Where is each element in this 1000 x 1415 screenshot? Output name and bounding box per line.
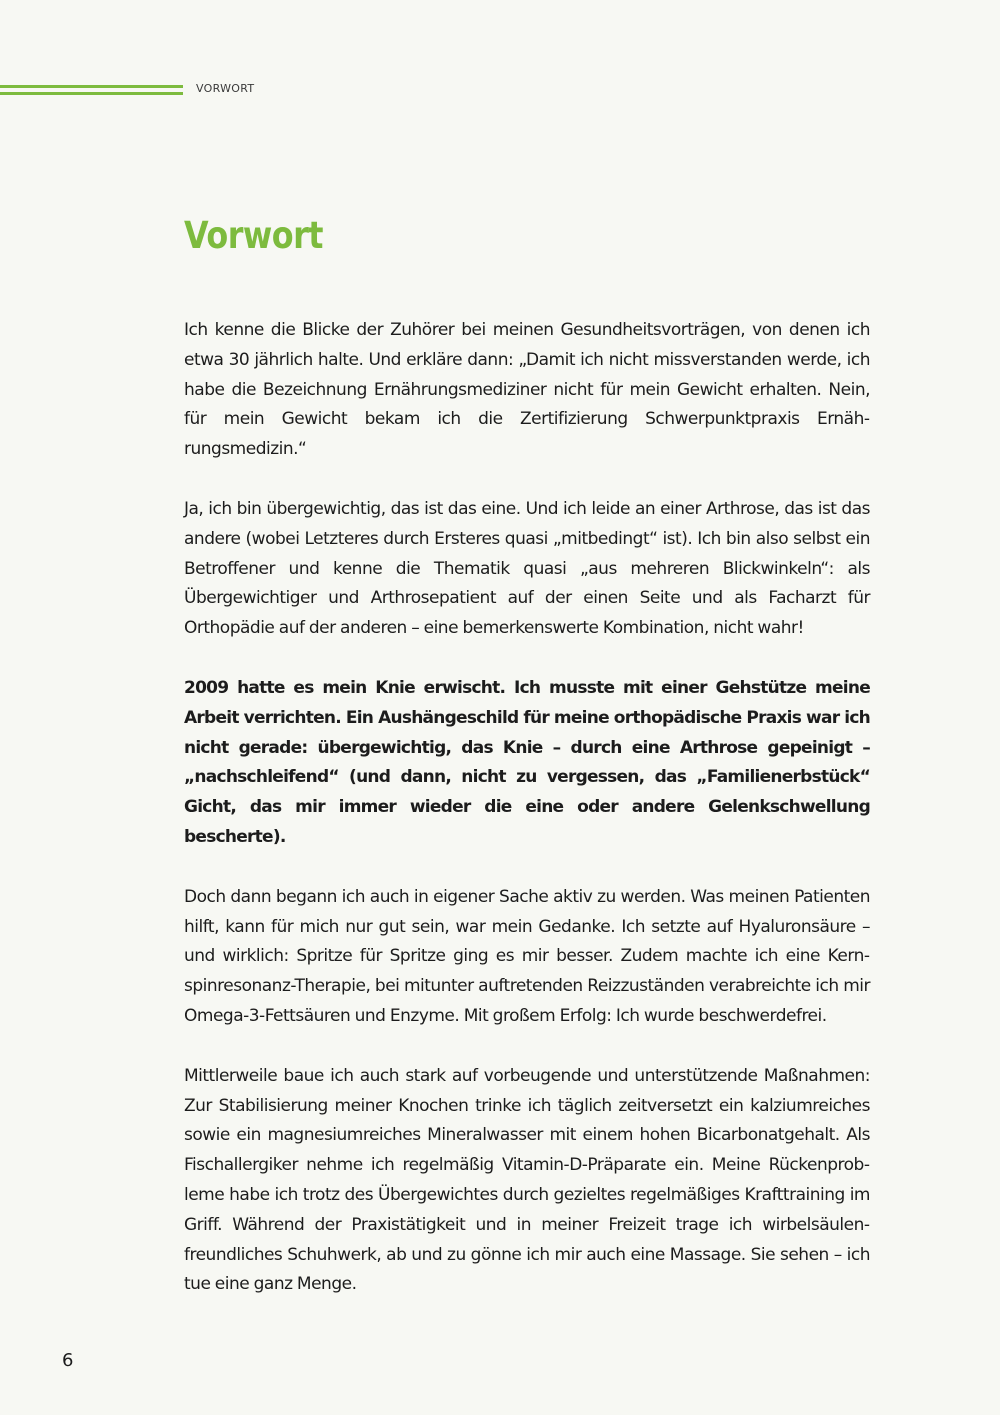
paragraph-1: Ich kenne die Blicke der Zuhörer bei meinen Gesundheitsvorträgen, von denen ich etwa 30 jährlich halte. Und erkläre dann: „Damit ich nicht missverstanden werde, ich habe die Bezeichnung Ernährungsmediziner nicht für mein Gewicht erhalten. Nein, für mein Gewicht bekam ich die Zertifizierung Schwerpunktpraxis Ernährungsmedizin.“ (184, 320, 870, 460)
chapter-title: Vorwort (184, 214, 323, 257)
paragraph-2: Ja, ich bin übergewichtig, das ist das eine. Und ich leide an einer Arthrose, das ist das andere (wobei Letzteres durch Ersteres quasi „mitbedingt“ ist). Ich bin also selbst ein Betroffener und kenne die Thematik quasi „aus mehreren Blickwinkeln“: als Übergewichtiger und Arthrosepatient auf der einen Seite und als Facharzt für Orthopädie auf der anderen – eine bemerkenswerte Kombination, nicht wahr! (184, 498, 870, 639)
paragraph-4: Doch dann begann ich auch in eigener Sache aktiv zu werden. Was meinen Patienten hilft, kann für mich nur gut sein, war mein Gedanke. Ich setzte auf Hyaluronsäure – und wirklich: Spritze für Spritze ging es mir besser. Zudem machte ich eine Kernspinresonanz-Therapie, bei mitunter auftretenden Reizzuständen verabreichte ich mir Omega-3-Fettsäuren und Enzyme. Mit großem Erfolg: Ich wurde beschwerdefrei. (184, 886, 870, 1026)
header-rule-top (0, 85, 183, 88)
paragraph-3-bold: 2009 hatte es mein Knie erwischt. Ich musste mit einer Gehstütze meine Arbeit verrichten. Ein Aushängeschild für meine orthopädische Praxis war ich nicht gerade: übergewichtig, das Knie – durch eine Arthrose gepeinigt – „nachschleifend“ (und dann, nicht zu vergessen, das „Familienerbstück“ Gicht, das mir immer wieder die eine oder andere Gelenkschwellung bescherte). (184, 677, 870, 847)
header-rule-bottom (0, 92, 183, 95)
body-text (184, 316, 870, 1330)
page-number: 6 (62, 1350, 74, 1371)
running-head: VORWORT (196, 82, 255, 95)
paragraph-5: Mittlerweile baue ich auch stark auf vorbeugende und unterstützende Maßnahmen: Zur Stabilisierung meiner Knochen trinke ich täglich zeitversetzt ein kalziumreiches sowie ein magnesiumreiches Mineralwasser mit einem hohen Bicarbonatgehalt. Als Fischallergiker nehme ich regelmäßig Vitamin-D-Präparate ein. Meine Rückenprobleme habe ich trotz des Übergewichtes durch gezieltes regelmäßiges Krafttraining im Griff. Während der Praxistätigkeit und in meiner Freizeit trage ich wirbelsäulenfreundliches Schuhwerk, ab und zu gönne ich mir auch eine Massage. Sie sehen – ich tue eine ganz Menge. (184, 1065, 870, 1295)
